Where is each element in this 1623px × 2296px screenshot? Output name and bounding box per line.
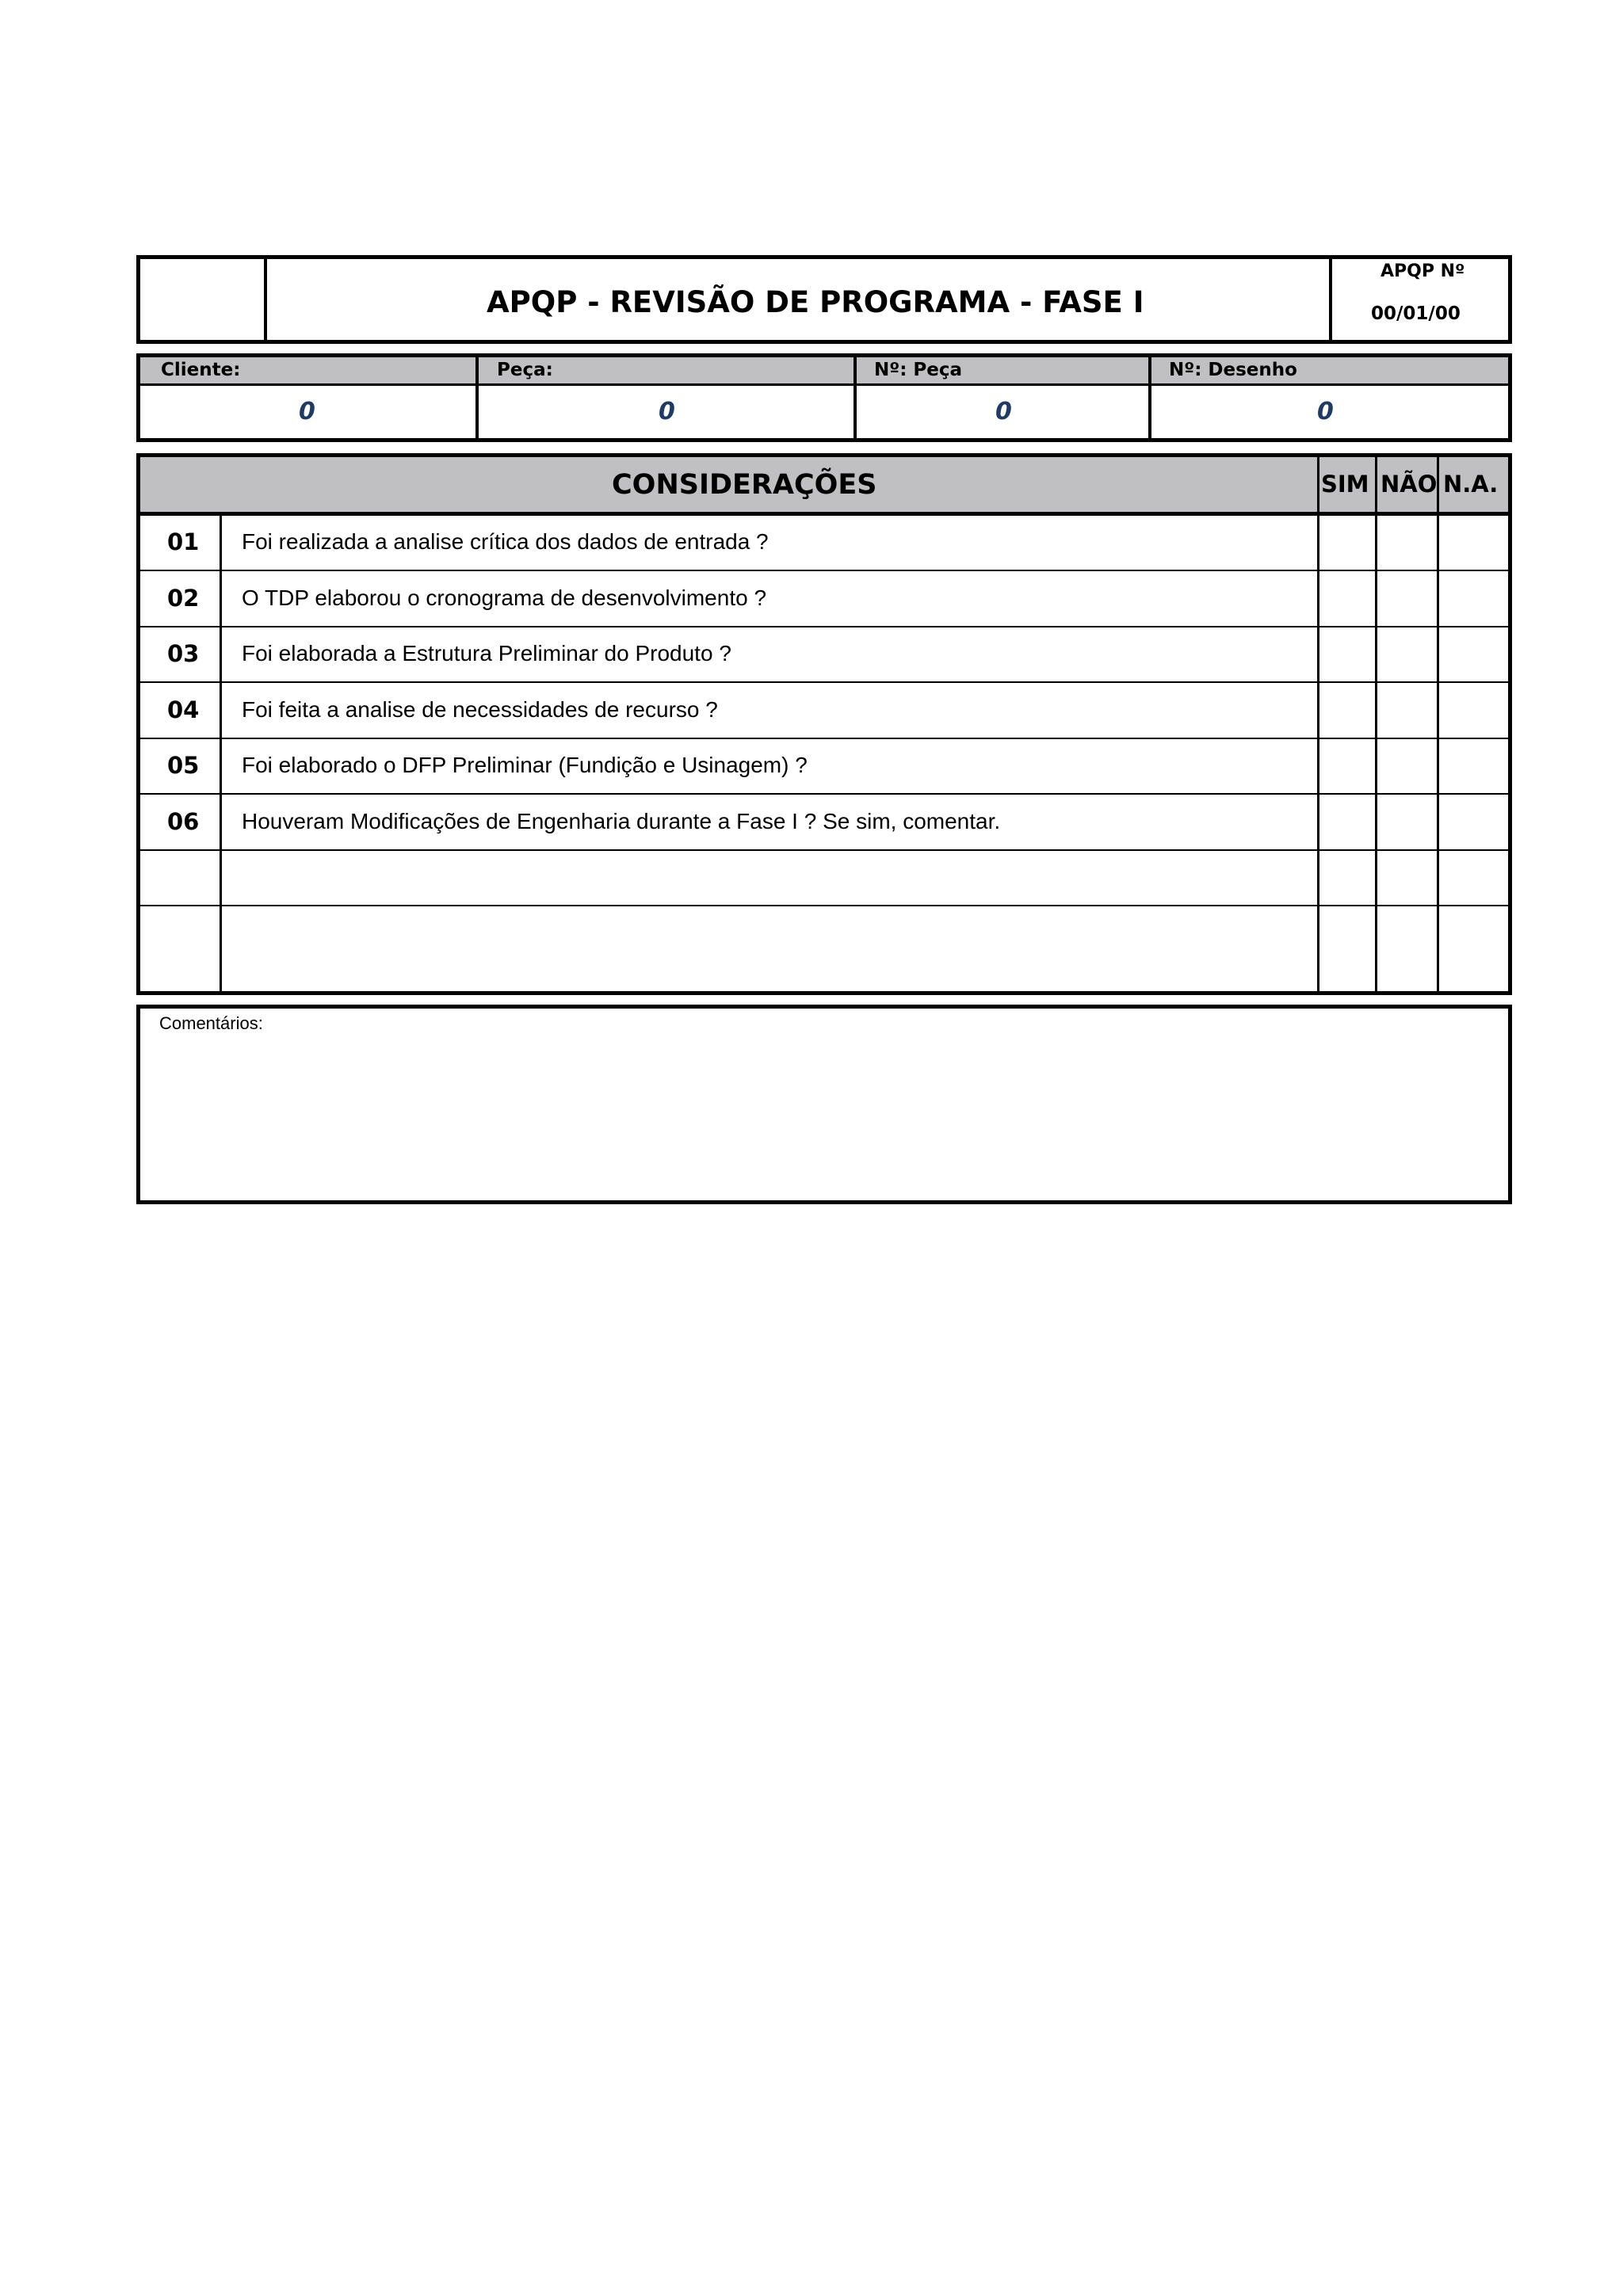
item-number: 01 bbox=[167, 528, 200, 555]
row-line bbox=[140, 626, 1508, 627]
info-header-line bbox=[140, 383, 1508, 386]
column-nao: NÃO bbox=[1381, 471, 1438, 498]
column-na: N.A. bbox=[1443, 471, 1499, 498]
numero-desenho-value[interactable]: 0 bbox=[1317, 398, 1334, 425]
cliente-value[interactable]: 0 bbox=[299, 398, 315, 425]
na-column-line bbox=[1437, 457, 1439, 991]
numero-desenho-label: Nº: Desenho bbox=[1169, 360, 1297, 380]
sim-column-line bbox=[1317, 457, 1319, 991]
row-line bbox=[140, 570, 1508, 571]
info-header-band bbox=[140, 357, 1508, 383]
info-divider-3 bbox=[1148, 357, 1151, 438]
num-column-line bbox=[220, 516, 222, 991]
peca-label: Peça: bbox=[497, 360, 553, 380]
row-line bbox=[140, 738, 1508, 739]
checklist-box bbox=[136, 453, 1512, 995]
row-line bbox=[140, 905, 1508, 906]
row-line bbox=[140, 681, 1508, 683]
document-title: APQP - REVISÃO DE PROGRAMA - FASE I bbox=[487, 285, 1144, 319]
header-box bbox=[136, 255, 1512, 344]
item-number: 03 bbox=[167, 640, 200, 667]
item-number: 06 bbox=[167, 808, 200, 835]
header-logo-divider bbox=[264, 259, 267, 340]
item-question: Foi feita a analise de necessidades de recurso ? bbox=[242, 697, 718, 722]
nao-column-line bbox=[1375, 457, 1377, 991]
item-number: 02 bbox=[167, 585, 200, 612]
info-divider-1 bbox=[475, 357, 479, 438]
item-number: 05 bbox=[167, 752, 200, 779]
row-line bbox=[140, 793, 1508, 795]
item-question: Foi elaborado o DFP Preliminar (Fundição e Usinagem) ? bbox=[242, 753, 808, 777]
checklist-header-line bbox=[140, 512, 1508, 516]
info-divider-2 bbox=[854, 357, 857, 438]
comments-label: Comentários: bbox=[159, 1013, 263, 1033]
item-question: Houveram Modificações de Engenharia durante a Fase I ? Se sim, comentar. bbox=[242, 809, 1001, 833]
item-question: O TDP elaborou o cronograma de desenvolvimento ? bbox=[242, 585, 767, 610]
row-line bbox=[140, 849, 1508, 851]
peca-value[interactable]: 0 bbox=[659, 398, 675, 425]
checklist-title: CONSIDERAÇÕES bbox=[612, 469, 877, 501]
cliente-label: Cliente: bbox=[161, 360, 241, 380]
numero-peca-label: Nº: Peça bbox=[874, 360, 963, 380]
item-question: Foi elaborada a Estrutura Preliminar do Produto ? bbox=[242, 641, 731, 666]
item-number: 04 bbox=[167, 696, 200, 723]
info-box bbox=[136, 353, 1512, 442]
apqp-number-label: APQP Nº bbox=[1381, 261, 1465, 281]
numero-peca-value[interactable]: 0 bbox=[995, 398, 1012, 425]
item-question: Foi realizada a analise crítica dos dados de entrada ? bbox=[242, 529, 769, 554]
column-sim: SIM bbox=[1321, 471, 1369, 498]
header-number-divider bbox=[1329, 259, 1332, 340]
apqp-number-value: 00/01/00 bbox=[1371, 303, 1461, 324]
comments-box[interactable] bbox=[136, 1005, 1512, 1204]
